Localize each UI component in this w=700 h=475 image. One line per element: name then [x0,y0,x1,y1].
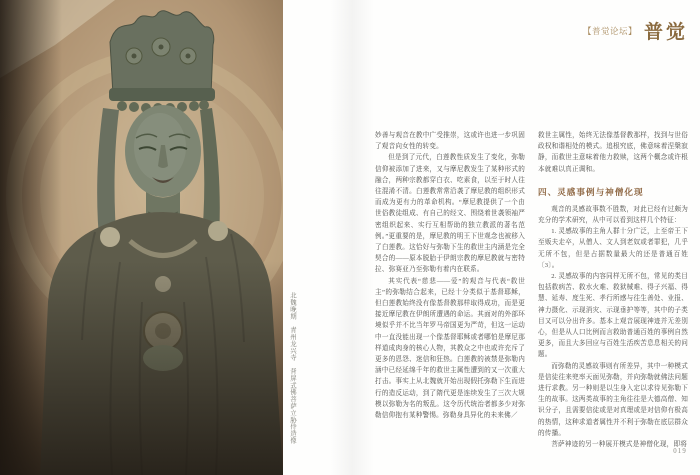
page-gutter [330,0,374,475]
paragraph: 妙善与观音在教中广受推崇，这或许也进一步巩固了观音向女性的转变。 [375,132,525,151]
page-header [583,17,688,44]
paragraph: 其实代表“慈悲——爱”的观音与代表“救世主”的弥勒结合起来，已经十分类似于基督耶稣，但白莲教始终没有像基督教那样取得成功，而是更接近摩尼教在伊朗所遭遇的命运。其面对的外部环境似乎并不比当年罗马帝国更为严苛，但这一运动中一直没能出现一个像基督耶稣或者哪怕是摩尼那样道成肉身的核心人物，其教众之中也或许充斥了更多的恩怨、迷信和狂热。白莲教的被禁是弥勒内涵中已经延绵千年的救世主属性遭到的又一次重大打击。事实上从北魏就开始出现假托弥勒下生而进行的造反运动，到了隋代更是连续发生了三次大规模以弥勒为名的叛乱。这令历代统治者都多少对弥勒信仰抱有某种警惕。弥勒身具异化的未来佛／ [375,277,525,420]
statue-illustration [0,0,283,475]
text-column-left [375,130,525,448]
paragraph: 1. 灵感故事的主角人群十分广泛，上至帝王下至贩夫走卒，从僧人、文人到老奴或者罪犯，几乎无所不包，但是占据数量最大的还是普通百姓〔3〕。 [538,228,688,269]
page-number: 019 [673,448,687,455]
section-heading: 四、灵感事例与神僧化现 [538,186,644,197]
paragraph: 2. 灵感故事的内容同样无所不包，常见的类目包括救病苦、救水火难、救狱械难、得子兴福、得慧、延寿、度生死、孝行所感与往生善处、业报、神力摄化、示现消灾、示现垂护等等，其中的子类目又可以分出许多。基本上观音展现神迹并无差别心，但是从人口比例而言救助普通百姓的事例自然更多，而且大多回应与百姓生活疾苦息息相关的问题。 [538,273,688,359]
paragraph: 而弥勒的灵感故事则有所差异，其中一种模式是信徒往来兜率天面见弥勒，并向弥勒就佛法问题进行求教。另一种则是以生身入定以求待见弥勒下生的故事。这两类故事的主角往往是大德高僧、知识分子，且需要信徒或是对真理或是对信仰有极高的热情，这种求道者属性并不利于弥勒在底层群众的传播。 [538,362,688,437]
text-column-right [538,130,688,448]
paragraph: 观音的灵感故事数不胜数，对此已经有过颇为充分的学术研究，从中可以看到这样几个特征： [538,205,688,225]
paragraph: 菩萨神迹的另一种展开模式是神僧化现，即将 [551,441,688,448]
paragraph: 救世主属性，始终无法像基督教那样，找到与世俗政权和谐相处的模式。追根究底，佛意味着涅槃寂静，而救世主意味着他力救赎，这两个概念或许根本就难以真正调和。 [538,132,688,173]
text-columns [375,130,688,448]
photo-caption: 北魏晚期 青州龙兴寺 背屏式佛菩萨立胁侍造像 [289,292,296,444]
forum-tag-label: 【普觉论坛】 [582,25,637,36]
brand-title: 普觉 [643,22,688,43]
statue-photo [0,0,283,475]
paragraph: 但是到了元代，白莲教性质发生了变化，弥勒信仰被添加了进来，又与摩尼教发生了某种形式的融合，两种宗教都穿白衣、吃素食，以至于时人往往混淆不清。白莲教常常沿袭了摩尼教的组织形式而成为更有力的革命机构。“摩尼教提供了一个由世俗教徒组成、有自己的经文、围绕着世袭领袖严密组织起来、实行互相帮助的独立教派的著名范例。”更重要的是，摩尼教的明王下世观念也被移入了白莲教。这恰好与弥勒下生的救世主内涵是完全契合的——原本脱胎于伊朗宗教的摩尼教就与密特拉、弥赛亚乃至弥勒有着内在联系。 [375,154,525,274]
